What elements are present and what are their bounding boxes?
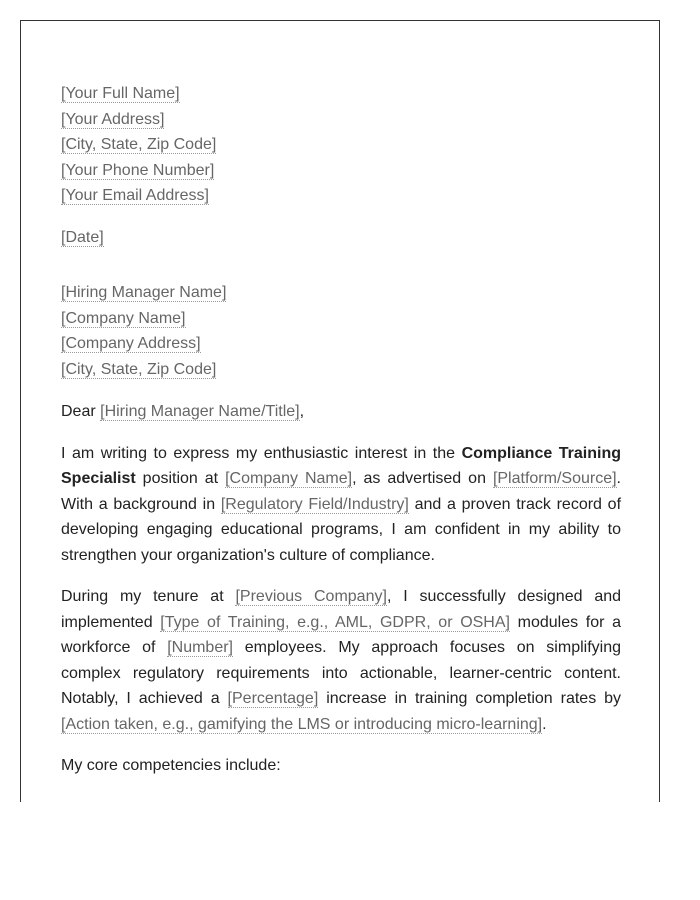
letter-page bbox=[20, 20, 660, 802]
p2-text-4: employees. My approach focuses on simplifying complex regulatory requirements into actionable, learner-centric content. Notably, I achieved a bbox=[61, 639, 621, 707]
salutation-name-placeholder[interactable]: [Hiring Manager Name/Title] bbox=[100, 403, 300, 420]
p1-text-1: I am writing to express my enthusiastic interest in the bbox=[61, 444, 462, 462]
sender-email-placeholder[interactable]: [Your Email Address] bbox=[61, 187, 209, 204]
recipient-manager-placeholder[interactable]: [Hiring Manager Name] bbox=[61, 284, 227, 301]
p1-field-placeholder[interactable]: [Regulatory Field/Industry] bbox=[220, 495, 409, 513]
recipient-block bbox=[61, 280, 621, 382]
recipient-city-placeholder[interactable]: [City, State, Zip Code] bbox=[61, 360, 217, 378]
p2-previous-company-placeholder[interactable]: [Previous Company] bbox=[235, 588, 387, 605]
date-block bbox=[61, 225, 621, 251]
p2-text-5: increase in training completion rates by bbox=[318, 690, 621, 707]
p1-text-4: . With a background in bbox=[61, 470, 621, 513]
p2-text-1: During my tenure at bbox=[61, 588, 236, 605]
p2-training-type-placeholder[interactable]: [Type of Training, e.g., AML, GDPR, or OSHA] bbox=[160, 613, 510, 631]
p2-percentage-placeholder[interactable]: [Percentage] bbox=[227, 690, 319, 707]
sender-address-placeholder[interactable]: [Your Address] bbox=[61, 110, 165, 128]
p2-text-2: , I successfully designed and implemented bbox=[61, 588, 622, 631]
p1-platform-placeholder[interactable]: [Platform/Source] bbox=[492, 470, 617, 487]
p1-text-5: and a proven track record of developing engaging educational programs, I am confident in my ability to strengthen your organization's culture of compliance. bbox=[61, 495, 622, 564]
sender-name-placeholder[interactable]: [Your Full Name] bbox=[61, 85, 180, 102]
job-title: Compliance Training Specialist bbox=[61, 444, 622, 487]
p1-company-placeholder[interactable]: [Company Name] bbox=[225, 470, 353, 487]
recipient-address-placeholder[interactable]: [Company Address] bbox=[61, 335, 201, 352]
sender-phone-placeholder[interactable]: [Your Phone Number] bbox=[61, 161, 215, 179]
sender-city-placeholder[interactable]: [City, State, Zip Code] bbox=[61, 136, 217, 153]
p2-text-3: modules for a workforce of bbox=[61, 613, 621, 656]
p1-text-2: position at bbox=[135, 470, 226, 487]
paragraph-experience bbox=[61, 584, 621, 737]
competencies-intro: My core competencies include: bbox=[61, 757, 281, 774]
salutation-suffix: , bbox=[299, 403, 305, 420]
p1-text-3: , as advertised on bbox=[352, 470, 493, 487]
letter-body bbox=[61, 81, 621, 795]
recipient-company-placeholder[interactable]: [Company Name] bbox=[61, 309, 186, 327]
date-placeholder[interactable]: [Date] bbox=[61, 228, 104, 246]
sender-block bbox=[61, 81, 621, 209]
paragraph-intro bbox=[61, 441, 621, 569]
p2-action-placeholder[interactable]: [Action taken, e.g., gamifying the LMS or introducing micro-learning] bbox=[61, 715, 543, 733]
salutation bbox=[61, 399, 621, 425]
salutation-prefix: Dear bbox=[61, 403, 101, 420]
p2-text-6: . bbox=[542, 715, 547, 733]
p2-number-placeholder[interactable]: [Number] bbox=[167, 639, 233, 656]
